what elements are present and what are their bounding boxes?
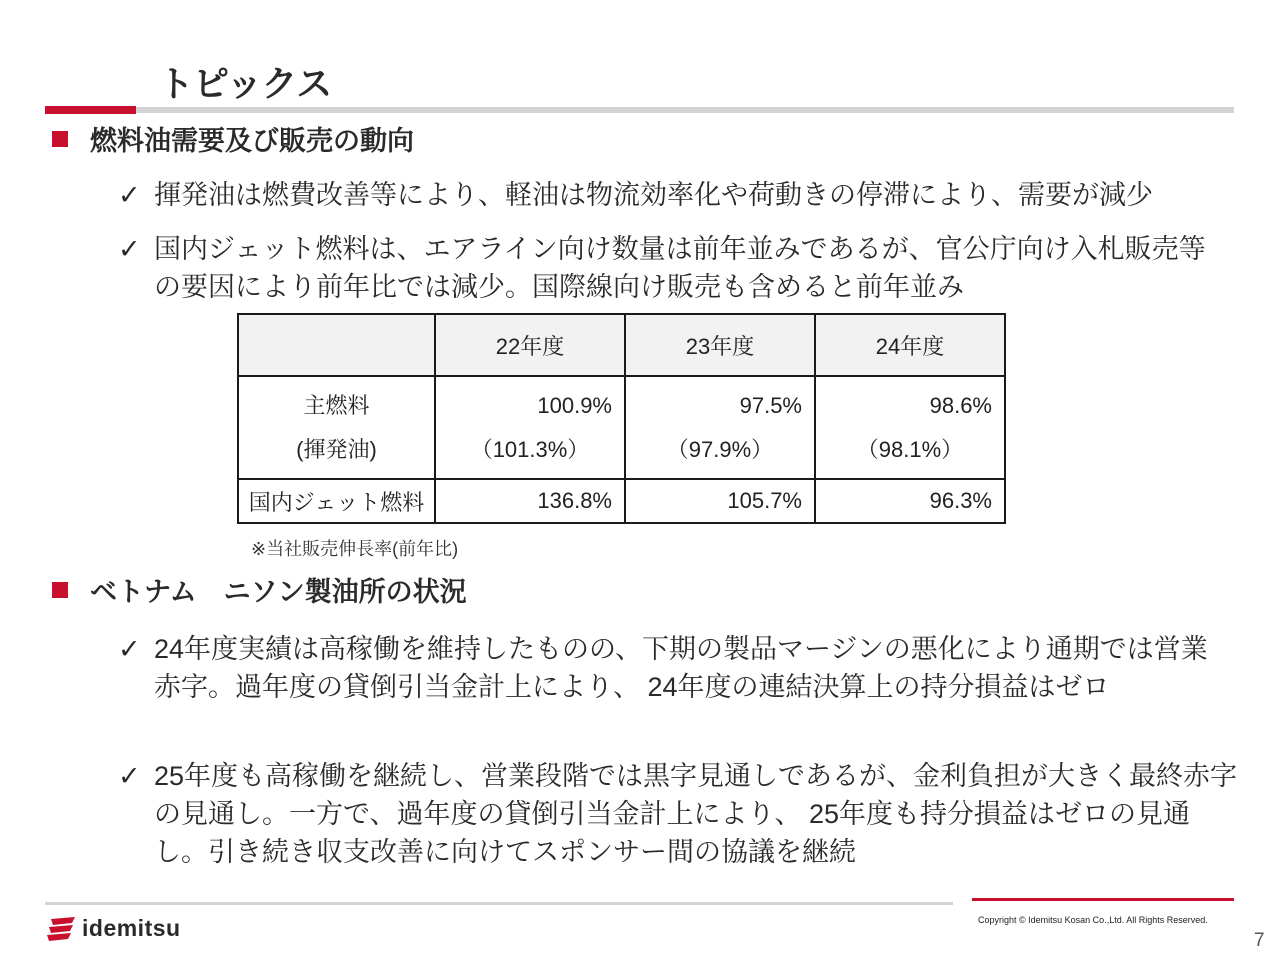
title-underline [136, 107, 1234, 113]
bullet-text: 25年度も高稼働を継続し、営業段階では黒字見通しであるが、金利負担が大きく最終赤字の見通し。一方で、過年度の貸倒引当金計上により、 25年度も持分損益はゼロの見通し。引き続き収支改善に向けてスポンサー間の協議を継続 [154, 761, 1238, 867]
footer-accent-rule [972, 898, 1234, 901]
table-header-cell: 22年度 [435, 314, 625, 376]
section-heading-fuel-demand: 燃料油需要及び販売の動向 [52, 119, 414, 158]
check-icon: ✓ [118, 761, 141, 791]
logo-wordmark: idemitsu [82, 915, 181, 941]
table-note: ※当社販売伸長率(前年比) [251, 539, 459, 559]
copyright-text: Copyright © Idemitsu Kosan Co.,Ltd. All Rights Reserved. [978, 915, 1208, 925]
table-header-cell: 23年度 [625, 314, 815, 376]
table-row [238, 479, 1005, 523]
bullet-text: 揮発油は燃費改善等により、軽油は物流効率化や荷動きの停滞により、需要が減少 [154, 180, 1153, 210]
table-header-cell [238, 314, 435, 376]
page-number: 7 [1254, 930, 1265, 951]
square-bullet-icon [52, 582, 68, 598]
check-icon: ✓ [118, 634, 141, 664]
row-label-jet-fuel: 国内ジェット燃料 [238, 479, 435, 523]
page-title: トピックス [158, 63, 332, 104]
check-icon: ✓ [118, 234, 141, 264]
table-cell: 105.7% [625, 479, 815, 523]
square-bullet-icon [52, 131, 68, 147]
table-cell: 100.9% （101.3%） [435, 376, 625, 479]
row-label-main-fuel: 主燃料 (揮発油) [238, 376, 435, 479]
table-cell: 96.3% [815, 479, 1005, 523]
table-cell: 136.8% [435, 479, 625, 523]
sales-growth-table [237, 313, 1006, 524]
idemitsu-logo-icon [45, 915, 81, 945]
bullet-text: 国内ジェット燃料は、エアライン向け数量は前年並みであるが、官公庁向け入札販売等の要因により前年比では減少。国際線向け販売も含めると前年並み [154, 234, 1206, 302]
title-accent-bar [45, 106, 136, 114]
check-icon: ✓ [118, 180, 141, 210]
section-heading-nghi-son: ベトナム ニソン製油所の状況 [52, 570, 467, 609]
table-header-cell: 24年度 [815, 314, 1005, 376]
footer-rule [45, 902, 953, 905]
table-cell: 97.5% （97.9%） [625, 376, 815, 479]
table-cell: 98.6% （98.1%） [815, 376, 1005, 479]
table-header-row [238, 314, 1005, 376]
bullet-text: 24年度実績は高稼働を維持したものの、下期の製品マージンの悪化により通期では営業赤字。過年度の貸倒引当金計上により、 24年度の連結決算上の持分損益はゼロ [154, 634, 1208, 702]
table-row [238, 376, 1005, 479]
